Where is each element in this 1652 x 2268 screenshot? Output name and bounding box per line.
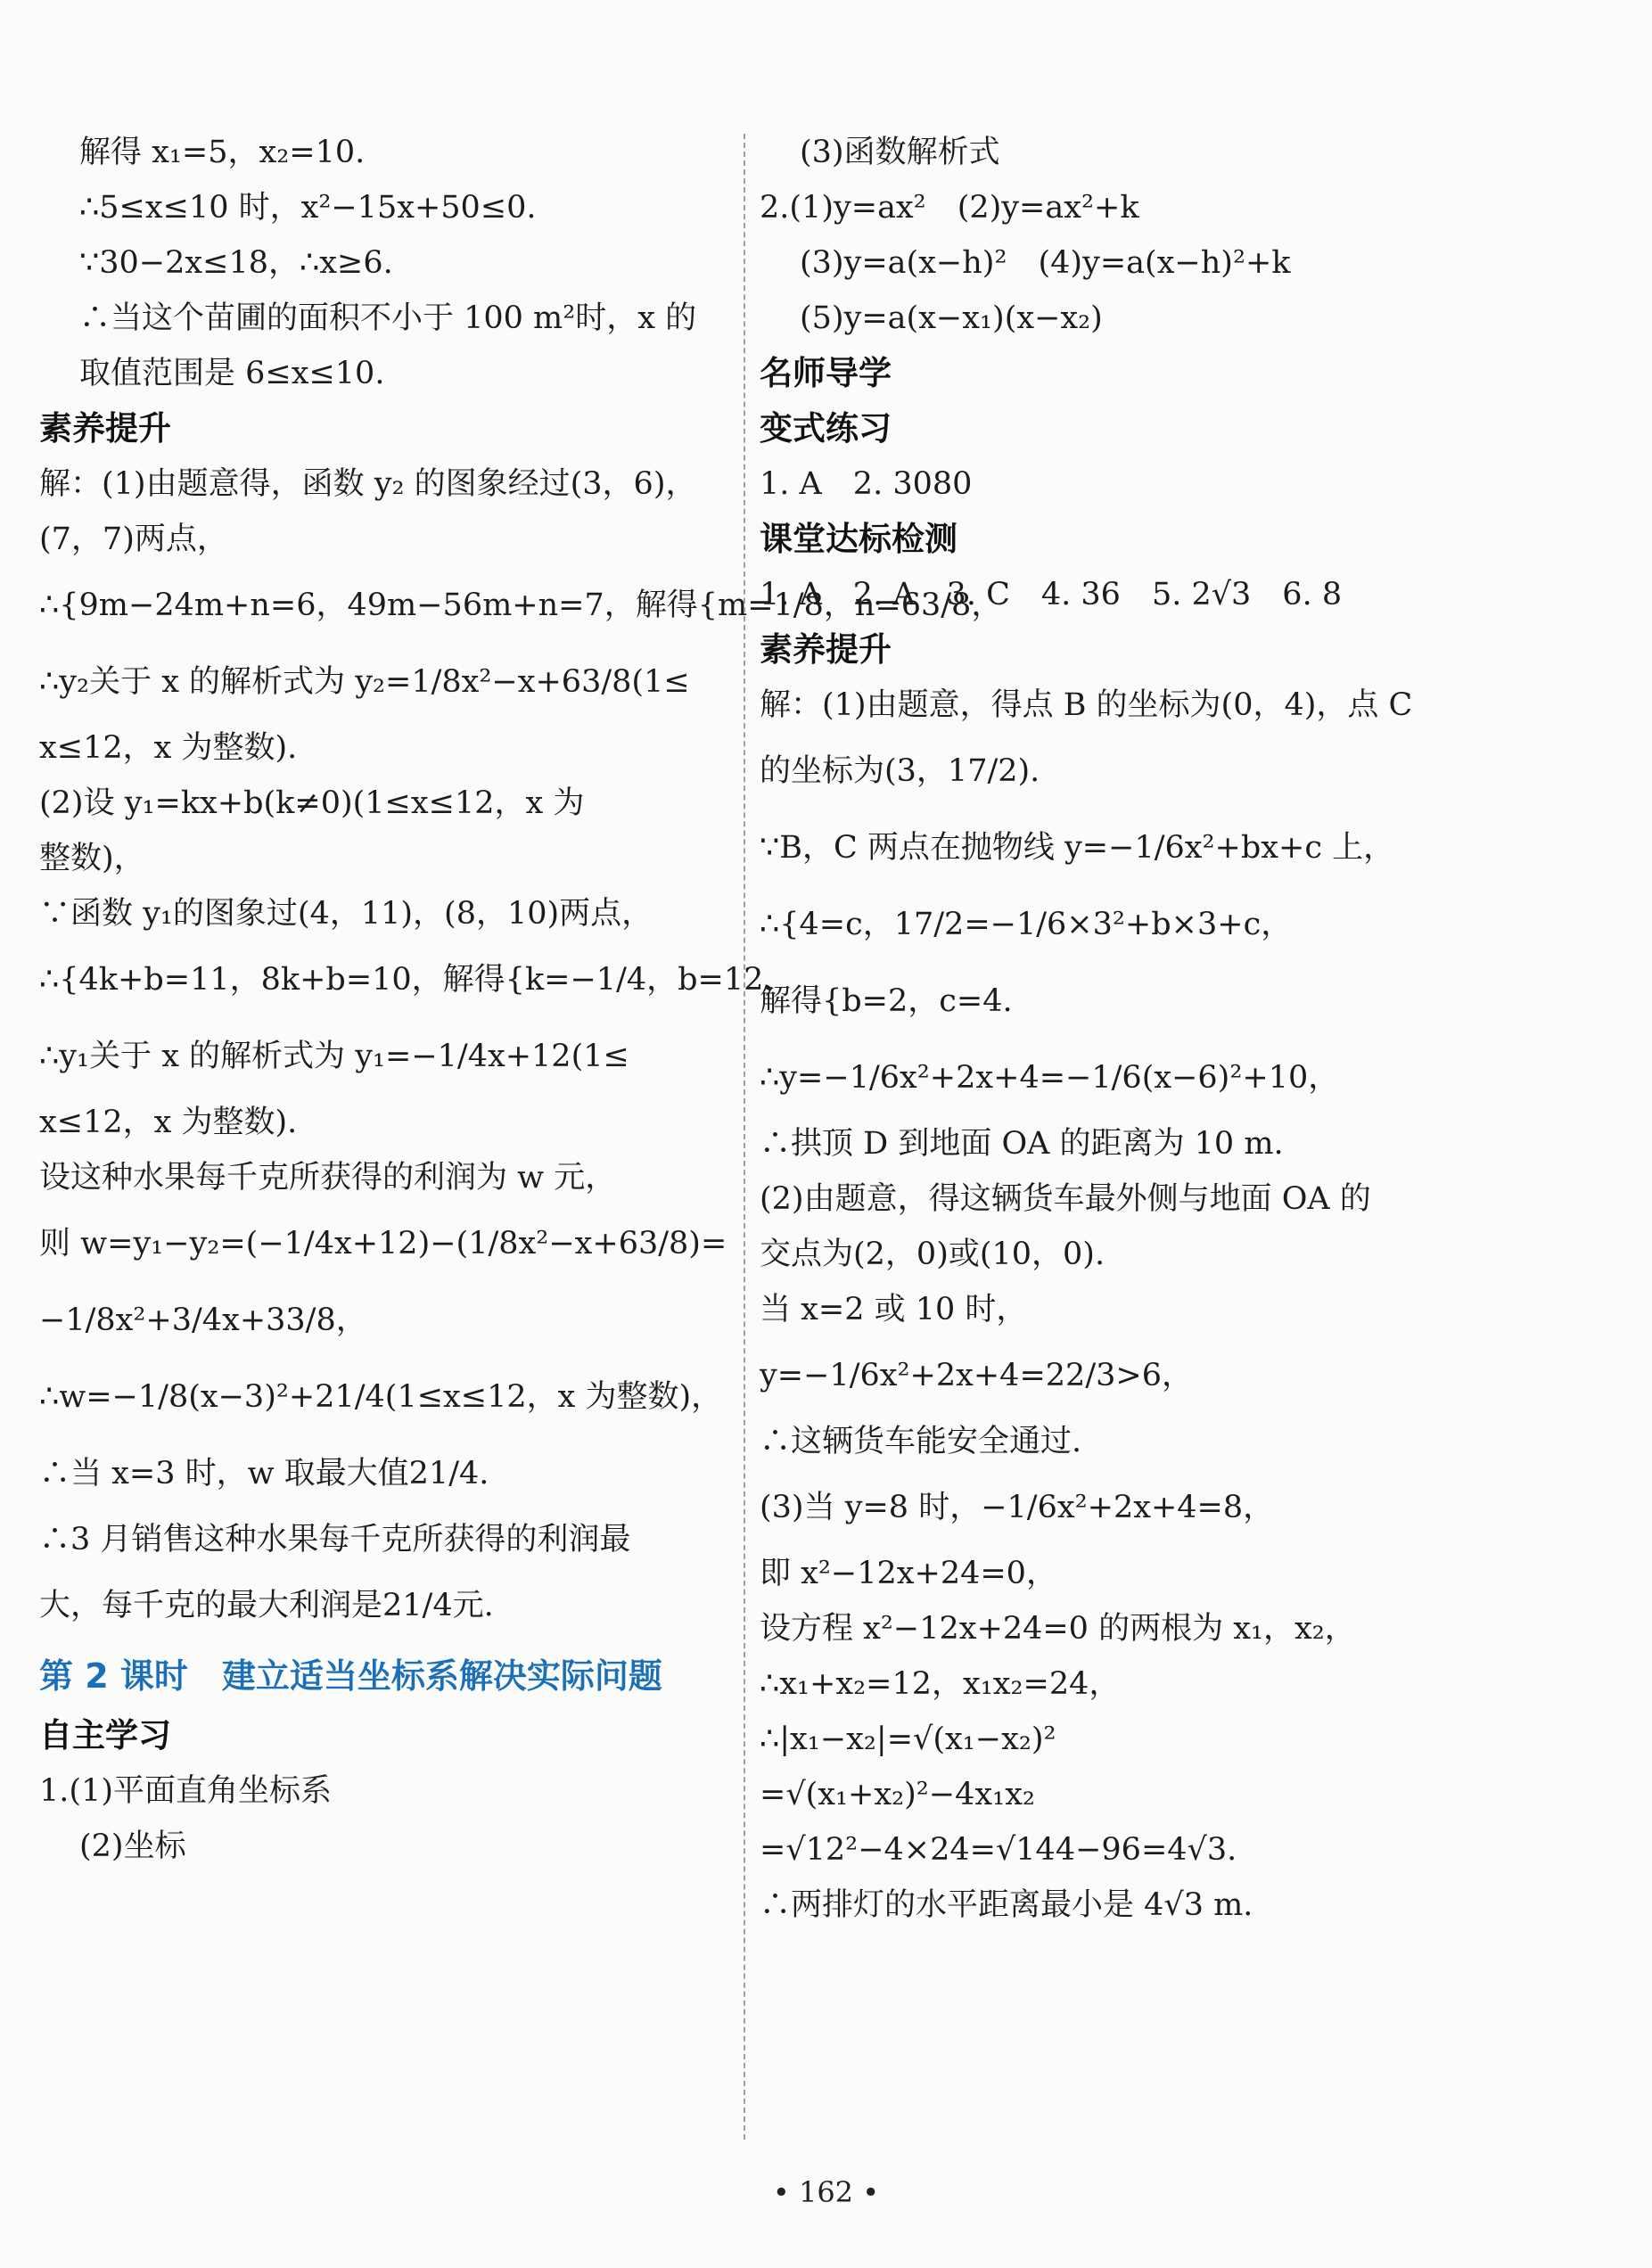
text-line: 即 x²−12x+24=0， <box>760 1556 1057 1591</box>
text-line: ∴{4=c，17/2=−1/6×3²+b×3+c， <box>760 907 1293 942</box>
lesson-title: 第 2 课时 建立适当坐标系解决实际问题 <box>39 1656 662 1696</box>
text-line: (3)当 y=8 时，−1/6x²+2x+4=8， <box>760 1490 1275 1525</box>
text-line: ∴y₁关于 x 的解析式为 y₁=−1/4x+12(1≤ <box>39 1039 629 1074</box>
text-line: ∴y₂关于 x 的解析式为 y₂=1/8x²−x+63/8(1≤ <box>39 664 690 700</box>
text-line: ∵30−2x≤18，∴x≥6. <box>79 245 393 281</box>
text-line: 解：(1)由题意，得点 B 的坐标为(0，4)，点 C <box>760 687 1413 723</box>
text-line: =√(x₁+x₂)²−4x₁x₂ <box>760 1777 1035 1812</box>
text-line: (2)由题意，得这辆货车最外侧与地面 OA 的 <box>760 1181 1371 1217</box>
text-line: ∴两排灯的水平距离最小是 4√3 m. <box>760 1887 1253 1923</box>
text-line: 则 w=y₁−y₂=(−1/4x+12)−(1/8x²−x+63/8)= <box>39 1226 727 1261</box>
text-line: 设方程 x²−12x+24=0 的两根为 x₁，x₂， <box>760 1611 1356 1647</box>
text-line: (2)设 y₁=kx+b(k≠0)(1≤x≤12，x 为 <box>39 785 585 821</box>
text-line: ∴这辆货车能安全通过. <box>760 1424 1082 1459</box>
section-heading: 素养提升 <box>39 409 171 448</box>
text-line: ∴{4k+b=11，8k+b=10，解得{k=−1/4，b=12， <box>39 962 795 998</box>
right-column <box>760 125 1455 1933</box>
text-line: ∴拱顶 D 到地面 OA 的距离为 10 m. <box>760 1126 1284 1162</box>
section-heading: 变式练习 <box>760 409 892 448</box>
text-line: x≤12，x 为整数). <box>39 730 298 766</box>
text-line: 当 x=2 或 10 时， <box>760 1292 1028 1327</box>
text-line: ∴x₁+x₂=12，x₁x₂=24， <box>760 1666 1121 1702</box>
text-line: (2)坐标 <box>79 1828 186 1864</box>
text-line: 1. A 2. A 3. C 4. 36 5. 2√3 6. 8 <box>760 577 1343 612</box>
text-line: 2.(1)y=ax² (2)y=ax²+k <box>760 190 1139 226</box>
text-line: ∴|x₁−x₂|=√(x₁−x₂)² <box>760 1722 1056 1757</box>
text-line: −1/8x²+3/4x+33/8， <box>39 1302 367 1338</box>
text-line: (3)y=a(x−h)² (4)y=a(x−h)²+k <box>800 245 1291 281</box>
text-line: ∴y=−1/6x²+2x+4=−1/6(x−6)²+10， <box>760 1060 1340 1096</box>
text-line: ∴3 月销售这种水果每千克所获得的利润最 <box>39 1522 631 1557</box>
text-line: (7，7)两点， <box>39 522 228 557</box>
text-line: 1. A 2. 3080 <box>760 466 973 502</box>
text-line: ∵函数 y₁的图象过(4，11)，(8，10)两点， <box>39 896 653 932</box>
text-line: 解得{b=2，c=4. <box>760 983 1013 1019</box>
section-heading: 课堂达标检测 <box>760 520 958 558</box>
text-line: ∵B，C 两点在抛物线 y=−1/6x²+bx+c 上， <box>760 830 1395 866</box>
text-line: ∴5≤x≤10 时，x²−15x+50≤0. <box>79 190 537 226</box>
text-line: ∴当这个苗圃的面积不小于 100 m²时，x 的 <box>79 300 697 336</box>
text-line: x≤12，x 为整数). <box>39 1105 298 1140</box>
column-divider <box>744 134 745 2140</box>
text-line: (5)y=a(x−x₁)(x−x₂) <box>800 300 1103 336</box>
text-line: =√12²−4×24=√144−96=4√3. <box>760 1832 1237 1868</box>
text-line: ∴w=−1/8(x−3)²+21/4(1≤x≤12，x 为整数)， <box>39 1379 723 1415</box>
section-heading: 自主学习 <box>39 1716 171 1754</box>
text-line: 整数)， <box>39 841 145 876</box>
text-line: y=−1/6x²+2x+4=22/3>6， <box>760 1358 1193 1393</box>
text-line: 的坐标为(3，17/2). <box>760 753 1040 789</box>
section-heading: 素养提升 <box>760 630 892 669</box>
text-line: ∴当 x=3 时，w 取最大值21/4. <box>39 1456 489 1491</box>
page-number: • 162 • <box>772 2175 880 2209</box>
text-line: 交点为(2，0)或(10，0). <box>760 1237 1105 1272</box>
text-line: 解：(1)由题意得，函数 y₂ 的图象经过(3，6)， <box>39 466 697 502</box>
text-line: 1.(1)平面直角坐标系 <box>39 1773 332 1809</box>
text-line: (3)函数解析式 <box>800 135 1000 170</box>
section-heading: 名师导学 <box>760 354 892 392</box>
text-line: 解得 x₁=5，x₂=10. <box>79 135 366 170</box>
text-line: 取值范围是 6≤x≤10. <box>79 356 385 391</box>
text-line: 大，每千克的最大利润是21/4元. <box>39 1588 494 1623</box>
text-line: 设这种水果每千克所获得的利润为 w 元， <box>39 1160 617 1196</box>
text-line: ∴{9m−24m+n=6，49m−56m+n=7，解得{m=1/8，n=63/8， <box>39 588 1003 623</box>
